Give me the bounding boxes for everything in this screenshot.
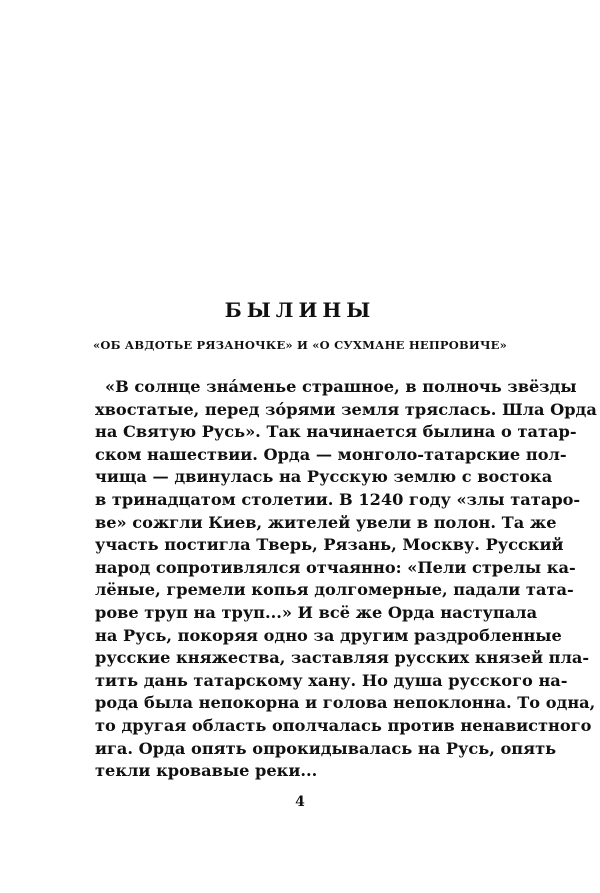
text-line: на Русь, покоряя одно за другим раздробленные (95, 625, 562, 645)
text-line: текли кровавые реки... (95, 761, 318, 781)
text-line: в тринадцатом столетии. В 1240 году «злы татаро- (95, 489, 581, 509)
body-paragraph (95, 376, 597, 783)
page-number: 4 (295, 794, 305, 810)
text-line: чища — двинулась на Русскую землю с востока (95, 467, 553, 487)
text-line: рове труп на труп...» И всё же Орда наступала (95, 602, 538, 622)
text-line: лёные, гремели копья долгомерные, падали тата- (95, 580, 574, 600)
text-line: участь постигла Тверь, Рязань, Москву. Русский (95, 535, 564, 555)
text-line: народ сопротивлялся отчаянно: «Пели стрелы ка- (95, 557, 576, 577)
text-line: ве» сожгли Киев, жителей увели в полон. Та же (95, 512, 557, 532)
text-line: рода была непокорна и голова непоклонна. То одна, (95, 693, 596, 713)
text-line: то другая область ополчалась против ненавистного (95, 715, 592, 735)
text-line: тить дань татарскому хану. Но душа русского на- (95, 670, 568, 690)
text-line: хвостатые, перед зо́рями земля тряслась. Шла Орда (95, 399, 597, 419)
text-line: русские княжества, заставляя русских князей пла- (95, 648, 590, 668)
page-subtitle: «ОБ АВДОТЬЕ РЯЗАНОЧКЕ» И «О СУХМАНЕ НЕПРОВИЧЕ» (92, 338, 508, 352)
text-line: ском нашествии. Орда — монголо-татарские пол- (95, 444, 567, 464)
text-line: на Святую Русь». Так начинается былина о татар- (95, 422, 577, 442)
text-line: ига. Орда опять опрокидывалась на Русь, опять (95, 738, 557, 758)
page-title: БЫЛИНЫ (224, 298, 376, 322)
text-line: «В солнце зна́менье страшное, в полночь звёзды (105, 377, 577, 396)
